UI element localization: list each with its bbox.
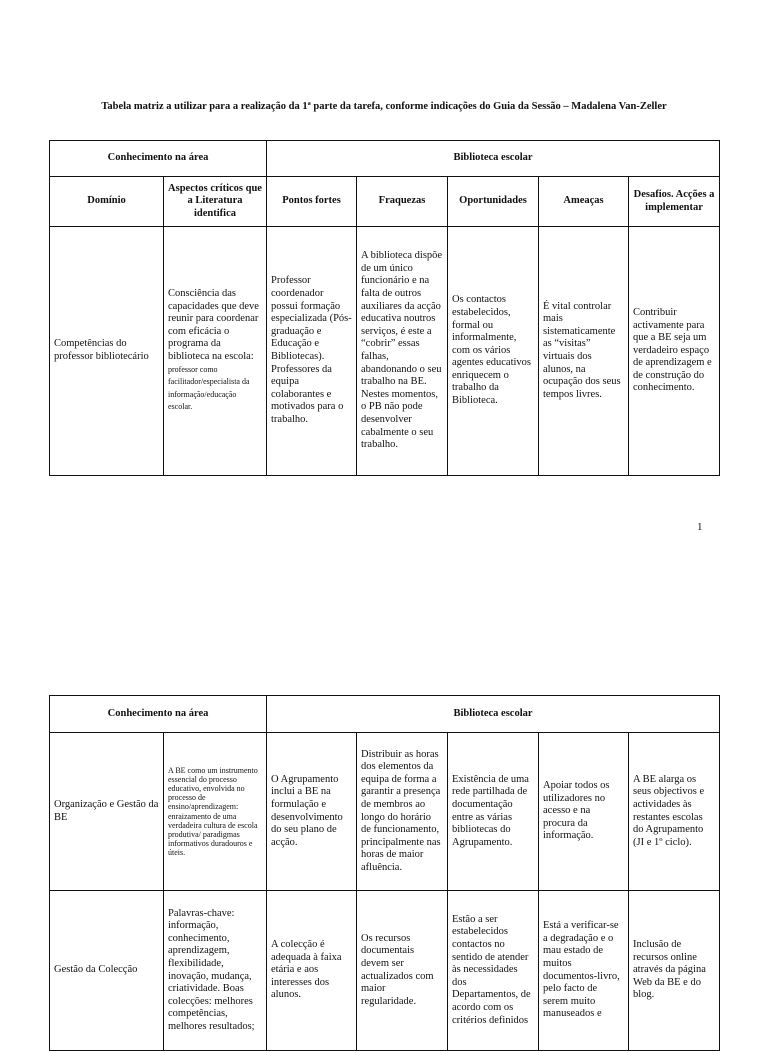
header-school-library: Biblioteca escolar	[267, 141, 720, 177]
cell-domain: Competências do professor bibliotecário	[50, 227, 164, 476]
cell-domain: Organização e Gestão da BE	[50, 733, 164, 891]
matrix-table-1	[49, 140, 720, 476]
column-header-threats: Ameaças	[539, 177, 629, 227]
critical-aspects-text: Consciência das capacidades que deve reunir para coordenar com eficácia o programa da biblioteca na escola:	[168, 288, 259, 362]
cell-threats: Está a verificar-se a degradação e o mau estado de muitos documentos-livro, pelo facto de serem muito manuseados e	[539, 891, 629, 1051]
cell-weaknesses: Distribuir as horas dos elementos da equipa de forma a garantir a presença de membros ao longo do horário de funcionamento, principalmente nas horas de maior afluência.	[357, 733, 448, 891]
cell-critical-aspects: A BE como um instrumento essencial do processo educativo, envolvida no processo de ensino/aprendizagem: enraizamento de uma verdadeira cultura de escola produtiva/ paradigmas informativos duradouros e úteis.	[164, 733, 267, 891]
column-header-domain: Domínio	[50, 177, 164, 227]
cell-strengths: Professor coordenador possui formação especializada (Pós-graduação e Educação e Bibliotecas). Professores da equipa colaborantes e motivados para o trabalho.	[267, 227, 357, 476]
table-row	[50, 733, 720, 891]
matrix-table-2	[49, 695, 720, 1051]
cell-weaknesses: Os recursos documentais devem ser actualizados com maior regularidade.	[357, 891, 448, 1051]
cell-threats: Apoiar todos os utilizadores no acesso e na procura da informação.	[539, 733, 629, 891]
column-header-challenges: Desafios. Acções a implementar	[629, 177, 720, 227]
cell-threats: É vital controlar mais sistematicamente as “visitas” virtuais dos alunos, na ocupação dos seus tempos livres.	[539, 227, 629, 476]
cell-opportunities: Estão a ser estabelecidos contactos no sentido de atender às necessidades dos Departamentos, de acordo com os critérios definidos	[448, 891, 539, 1051]
page-number: 1	[697, 521, 703, 533]
cell-critical-aspects: Palavras-chave: informação, conhecimento, aprendizagem, flexibilidade, inovação, mudança, criatividade. Boas colecções: melhores competências, melhores resultados;	[164, 891, 267, 1051]
cell-critical-aspects	[164, 227, 267, 476]
cell-challenges: Inclusão de recursos online através da página Web da BE e do blog.	[629, 891, 720, 1051]
table-row	[50, 891, 720, 1051]
column-header-opportunities: Oportunidades	[448, 177, 539, 227]
table-row	[50, 227, 720, 476]
column-header-critical-aspects: Aspectos críticos que a Literatura identifica	[164, 177, 267, 227]
column-header-strengths: Pontos fortes	[267, 177, 357, 227]
cell-opportunities: Os contactos estabelecidos, formal ou informalmente, com os vários agentes educativos enriquecem o trabalho da Biblioteca.	[448, 227, 539, 476]
cell-domain: Gestão da Colecção	[50, 891, 164, 1051]
header-knowledge-area: Conhecimento na área	[50, 696, 267, 733]
cell-weaknesses: A biblioteca dispõe de um único funcionário e na falta de outros auxiliares da acção educativa noutros serviços, é este a “cobrir” essas falhas, abandonando o seu trabalho na BE. Nestes momentos, o PB não pode desenvolver cabalmente o seu trabalho.	[357, 227, 448, 476]
cell-opportunities: Existência de uma rede partilhada de documentação entre as várias bibliotecas do Agrupamento.	[448, 733, 539, 891]
header-school-library: Biblioteca escolar	[267, 696, 720, 733]
page-title: Tabela matriz a utilizar para a realização da 1ª parte da tarefa, conforme indicações do Guia da Sessão – Madalena Van-Zeller	[101, 101, 667, 112]
column-header-weaknesses: Fraquezas	[357, 177, 448, 227]
cell-challenges: A BE alarga os seus objectivos e actividades às restantes escolas do Agrupamento (JI e 1º ciclo).	[629, 733, 720, 891]
cell-challenges: Contribuir activamente para que a BE seja um verdadeiro espaço de aprendizagem e de construção do conhecimento.	[629, 227, 720, 476]
cell-strengths: O Agrupamento inclui a BE na formulação e desenvolvimento do seu plano de acção.	[267, 733, 357, 891]
header-knowledge-area: Conhecimento na área	[50, 141, 267, 177]
cell-strengths: A colecção é adequada à faixa etária e aos interesses dos alunos.	[267, 891, 357, 1051]
critical-aspects-note: professor como facilitador/especialista da informação/educação escolar.	[168, 364, 250, 412]
